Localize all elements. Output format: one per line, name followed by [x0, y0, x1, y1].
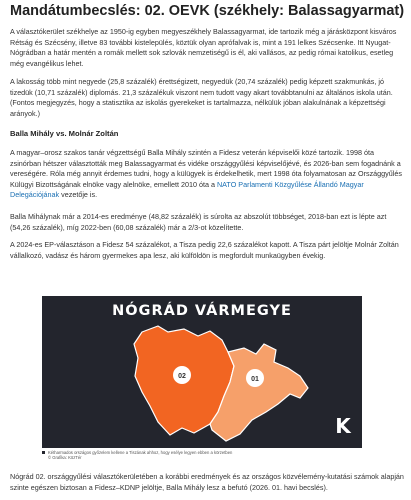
publisher-logo: K: [335, 414, 351, 438]
map-caption: [42, 450, 372, 460]
nato-delegation-link[interactable]: NATO Parlamenti Közgyűlése Állandó Magyar Delegációjának: [10, 179, 364, 200]
balla-paragraph: [10, 148, 404, 201]
intro-paragraph: A választókerület székhelye az 1950-ig egyben megyeszékhely Balassagyarmat, ide tartozik még a járásközpont kisváros Rétság és Szécsény, illetve 83 további kistelepülés, köztük olyan aprófalvak is, mint a 191 lelkes Szécsenke. Itt Nyugat-Nógrádban a határ mentén a romák mellett sok szlovák nemzetiségű is él, aki vallásos, az pedig római katolikus, esetleg még evangélikus lehet.: [10, 27, 397, 68]
page-title: Mandátumbecslés: 02. OEVK (székhely: Balassagyarmat): [10, 3, 405, 19]
caption-credit: © Grafika: KözTér: [48, 455, 82, 461]
candidates-heading: Balla Mihály vs. Molnár Zoltán: [10, 129, 119, 138]
map-title: NÓGRÁD VÁRMEGYE: [112, 303, 292, 319]
ep-election-paragraph: A 2024-es EP-választáson a Fidesz 54 százalékot, a Tisza pedig 22,6 százalékot kapott. A Tisza párt jelöltje Molnár Zoltán vállalkozó, vadász és három gyermekes apa lesz, aki külföldön is megfordult munkaügyben évekig.: [10, 240, 399, 260]
results-paragraph: Balla Mihálynak már a 2014-es eredménye (48,82 százalék) is súrolta az abszolút többséget, 2018-ban ezt is lépte azt (54,26 százalék), míg 2022-ben (60,08 százalék) már a 2/3-ot közelítette.: [10, 212, 387, 232]
caption-marker-icon: [42, 451, 45, 454]
caption-text: Kétharmados országos győzelem kellene a Tiszának ahhoz, hogy esélye legyen ebben a körzetben: [48, 450, 233, 455]
summary-paragraph: Nógrád 02. országgyűlési választókerületében a korábbi eredmények és az országos közvélemény-kutatási számok alapján szinte egészen biztosan a Fidesz–KDNP jelöltje, Balla Mihály lesz a befutó (2026. 01. havi becslés).: [10, 472, 404, 492]
district-02-label: 02: [178, 373, 186, 380]
county-map-graphic: [42, 296, 362, 448]
district-01-label: 01: [251, 376, 259, 383]
balla-text-b: vezetője is.: [59, 190, 98, 200]
education-paragraph: A lakosság több mint negyede (25,8 százalék) érettségizett, negyedük (20,74 százalék) pedig képzett szakmunkás, jó tizedük (10,71 százalék) diplomás. 21,3 százalékuk viszont nem tudott vagy akart továbbtanulni az általános iskola után. (Fontos megjegyzés, hogy a statisztika az iskolás gyerekeket is tartalmazza, nélkülük jóban alakulnának a képzettségi arányok.): [10, 77, 393, 118]
balla-text-a: A magyar–orosz szakos tanár végzettségű Balla Mihály szintén a Fidesz veterán képviselői közé tartozik. 1998 óta zsinórban hétszer választották meg Balassagyarmat és vidéke országgyűlési képviselőjévé, és 2026-ban sem fogadnánk a vereségére. Róla még annyit érdemes tudni, hogy a külügyek is érdekelhetik, mert 1998 óta folyamatosan az Országgyűlés Külügyi Bizottságának elnöke vagy alelnöke, emellett 2010 óta a: [10, 148, 402, 189]
county-map: [42, 296, 362, 448]
